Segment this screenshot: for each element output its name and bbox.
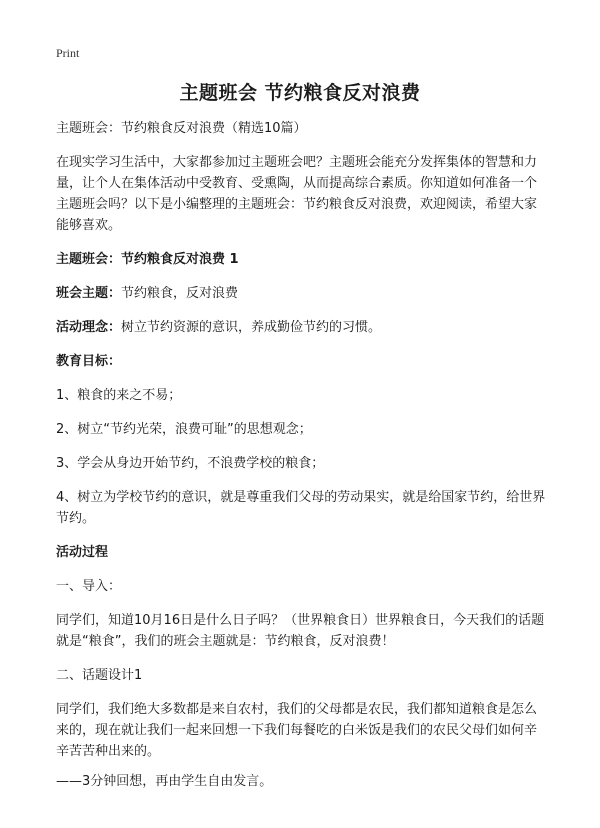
theme-label: 班会主题： xyxy=(56,286,122,301)
page-title: 主题班会 节约粮食反对浪费 xyxy=(179,82,421,104)
step2-paragraph: 同学们，我们绝大多数都是来自农村，我们的父母都是农民，我们都知道粮食是怎么来的，现在就让我们一起来回想一下我们每餐吃的白米饭是我们的农民父母们如何辛辛苦苦种出来的。 xyxy=(56,702,538,759)
section-heading: 主题班会：节约粮食反对浪费 1 xyxy=(56,252,239,267)
theme-line xyxy=(56,283,548,304)
step1-heading: 一、导入： xyxy=(56,579,122,594)
article-body xyxy=(56,118,548,805)
subtitle: 主题班会：节约粮食反对浪费（精选10篇） xyxy=(56,121,307,136)
step2-note: ——3分钟回想，再由学生自由发言。 xyxy=(56,774,273,789)
concept-line xyxy=(56,317,548,338)
intro-paragraph: 在现实学习生活中，大家都参加过主题班会吧？主题班会能充分发挥集体的智慧和力量，让个人在集体活动中受教育、受熏陶，从而提高综合素质。你知道如何准备一个主题班会吗？以下是小编整理的主题班会：节约粮食反对浪费，欢迎阅读，希望大家能够喜欢。 xyxy=(56,155,538,233)
step1-paragraph: 同学们，知道10月16日是什么日子吗？（世界粮食日）世界粮食日，今天我们的话题就是“粮食”，我们的班会主题就是：节约粮食，反对浪费！ xyxy=(56,613,545,649)
concept-value: 树立节约资源的意识，养成勤俭节约的习惯。 xyxy=(121,320,382,335)
goal-item: 3、学会从身边开始节约，不浪费学校的粮食； xyxy=(56,456,325,471)
theme-value: 节约粮食，反对浪费 xyxy=(121,286,239,301)
goal-item: 1、粮食的来之不易； xyxy=(56,388,182,403)
print-link[interactable]: Print xyxy=(56,46,80,60)
goal-item: 2、树立“节约光荣，浪费可耻”的思想观念； xyxy=(56,422,312,437)
concept-label: 活动理念： xyxy=(56,320,122,335)
process-heading: 活动过程 xyxy=(56,545,109,560)
step2-heading: 二、话题设计1 xyxy=(56,668,143,683)
goals-heading: 教育目标： xyxy=(56,354,122,369)
goal-item: 4、树立为学校节约的意识，就是尊重我们父母的劳动果实，就是给国家节约，给世界节约。 xyxy=(56,490,546,526)
